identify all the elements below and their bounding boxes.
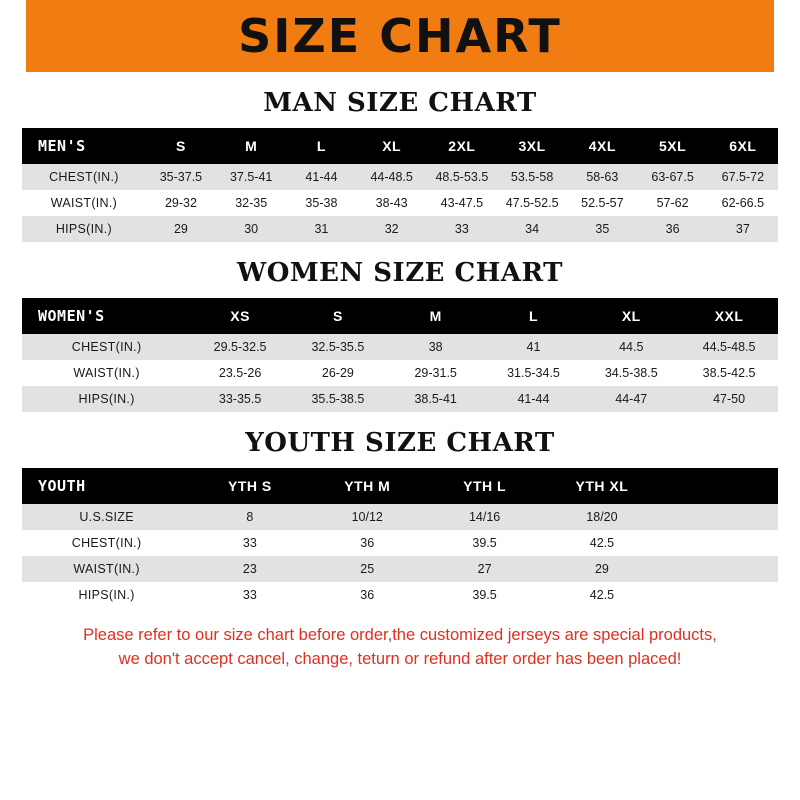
cell: 42.5 [543,530,660,556]
table-row [22,164,778,190]
section-youth [22,428,778,608]
cell: 29 [146,216,216,242]
footer-line-1: Please refer to our size chart before order,the customized jerseys are special products, [83,626,717,644]
column-header: S [146,128,216,164]
column-header: XL [357,128,427,164]
cell: 18/20 [543,504,660,530]
cell: 39.5 [426,582,543,608]
cell: 14/16 [426,504,543,530]
table-row [22,216,778,242]
row-label: HIPS(IN.) [22,582,191,608]
cell: 44-48.5 [357,164,427,190]
cell: 52.5-57 [567,190,637,216]
cell: 35.5-38.5 [289,386,387,412]
column-header: XL [582,298,680,334]
table-header-row [22,128,778,164]
cell: 36 [637,216,707,242]
cell: 41-44 [485,386,583,412]
footer-line-2: we don't accept cancel, change, teturn or refund after order has been placed! [118,649,682,668]
cell: 32-35 [216,190,286,216]
cell: 47.5-52.5 [497,190,567,216]
cell: 36 [309,530,426,556]
cell: 35-37.5 [146,164,216,190]
column-header: S [289,298,387,334]
cell: 41-44 [286,164,356,190]
header-band [0,0,800,72]
column-header: 3XL [497,128,567,164]
header-left-spacer [0,0,26,72]
table-row [22,386,778,412]
table-row [22,556,778,582]
women-size-table [22,298,778,412]
cell: 44-47 [582,386,680,412]
youth-size-table [22,468,778,608]
cell: 53.5-58 [497,164,567,190]
header-right-spacer [774,0,800,72]
row-label: HIPS(IN.) [22,216,146,242]
cell: 37.5-41 [216,164,286,190]
cell: 29.5-32.5 [191,334,289,360]
column-header: YTH S [191,468,308,504]
column-header: L [286,128,356,164]
column-header: 4XL [567,128,637,164]
cell: 31.5-34.5 [485,360,583,386]
cell: 25 [309,556,426,582]
cell: 29-32 [146,190,216,216]
cell: 38.5-41 [387,386,485,412]
cell: 33 [191,530,308,556]
column-header: L [485,298,583,334]
cell: 47-50 [680,386,778,412]
page-title: SIZE CHART [238,9,562,63]
cell: 34.5-38.5 [582,360,680,386]
cell: 38.5-42.5 [680,360,778,386]
cell: 33-35.5 [191,386,289,412]
cell: 30 [216,216,286,242]
column-header: M [387,298,485,334]
cell: 38 [387,334,485,360]
man-size-table [22,128,778,242]
table-header-row [22,468,778,504]
cell: 34 [497,216,567,242]
cell: 35 [567,216,637,242]
cell: 10/12 [309,504,426,530]
cell-empty [661,582,778,608]
column-header: 5XL [637,128,707,164]
cell: 42.5 [543,582,660,608]
cell: 32 [357,216,427,242]
cell: 23.5-26 [191,360,289,386]
column-header: YTH XL [543,468,660,504]
column-header: 6XL [708,128,778,164]
cell: 57-62 [637,190,707,216]
cell: 26-29 [289,360,387,386]
cell: 23 [191,556,308,582]
cell: 37 [708,216,778,242]
column-header-empty [661,468,778,504]
cell-empty [661,504,778,530]
cell: 33 [191,582,308,608]
row-label: CHEST(IN.) [22,530,191,556]
cell: 39.5 [426,530,543,556]
cell: 8 [191,504,308,530]
cell: 35-38 [286,190,356,216]
cell: 41 [485,334,583,360]
column-header: WOMEN'S [22,298,191,334]
column-header: YTH L [426,468,543,504]
footer-note [22,624,778,672]
column-header: XS [191,298,289,334]
row-label: CHEST(IN.) [22,334,191,360]
row-label: WAIST(IN.) [22,556,191,582]
cell: 48.5-53.5 [427,164,497,190]
cell-empty [661,530,778,556]
section-title-man: MAN SIZE CHART [263,88,537,118]
section-man [22,88,778,242]
section-women [22,258,778,412]
section-title-youth: YOUTH SIZE CHART [245,428,555,458]
column-header: 2XL [427,128,497,164]
row-label: WAIST(IN.) [22,360,191,386]
table-row [22,334,778,360]
cell: 38-43 [357,190,427,216]
cell: 32.5-35.5 [289,334,387,360]
column-header: YOUTH [22,468,191,504]
cell-empty [661,556,778,582]
cell: 63-67.5 [637,164,707,190]
table-row [22,582,778,608]
cell: 67.5-72 [708,164,778,190]
table-row [22,504,778,530]
cell: 43-47.5 [427,190,497,216]
cell: 29-31.5 [387,360,485,386]
column-header: YTH M [309,468,426,504]
section-title-women: WOMEN SIZE CHART [237,258,563,288]
row-label: WAIST(IN.) [22,190,146,216]
cell: 36 [309,582,426,608]
row-label: U.S.SIZE [22,504,191,530]
row-label: HIPS(IN.) [22,386,191,412]
column-header: M [216,128,286,164]
row-label: CHEST(IN.) [22,164,146,190]
cell: 44.5-48.5 [680,334,778,360]
column-header: MEN'S [22,128,146,164]
cell: 27 [426,556,543,582]
column-header: XXL [680,298,778,334]
cell: 44.5 [582,334,680,360]
table-row [22,190,778,216]
cell: 58-63 [567,164,637,190]
table-row [22,530,778,556]
table-header-row [22,298,778,334]
cell: 33 [427,216,497,242]
cell: 31 [286,216,356,242]
table-row [22,360,778,386]
cell: 29 [543,556,660,582]
cell: 62-66.5 [708,190,778,216]
content [0,88,800,672]
